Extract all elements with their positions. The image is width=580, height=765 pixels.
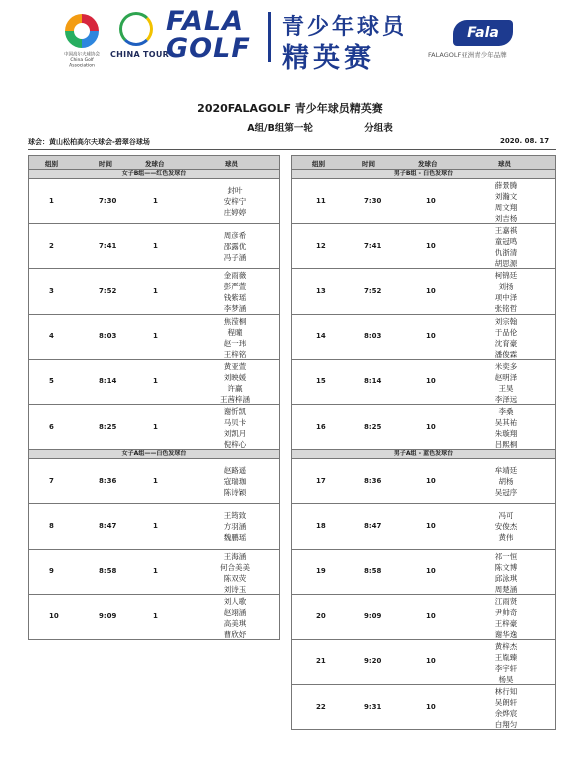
table-row (292, 269, 555, 314)
table-header-row (292, 156, 555, 170)
header-rule (28, 149, 556, 150)
player-name: 刘宗翰 (494, 316, 518, 326)
column-header-group: 组别 (312, 160, 325, 168)
player-name: 程曈 (227, 327, 243, 337)
tee-time: 9:09 (99, 612, 117, 621)
player-name: 庄婷婷 (223, 208, 247, 218)
table-row (292, 179, 555, 224)
table-row (292, 640, 555, 685)
left-pairing-table (28, 155, 280, 640)
player-list (486, 510, 526, 543)
starting-tee: 1 (153, 567, 158, 576)
player-name: 王海涵 (223, 551, 247, 561)
document-title: 2020FALAGOLF 青少年球员精英赛 (197, 102, 383, 115)
group-number: 16 (316, 422, 326, 431)
player-name: 张铭哲 (494, 304, 518, 314)
table-row (29, 595, 279, 640)
player-list (486, 641, 526, 685)
player-list (215, 361, 255, 405)
player-name: 王筠致 (223, 511, 247, 521)
player-name: 王茜梓涵 (220, 394, 250, 404)
brand-line1: FALA (166, 6, 244, 37)
player-name: 李桑 (498, 406, 514, 416)
player-list (215, 270, 255, 314)
group-number: 11 (316, 196, 326, 205)
tee-time: 9:31 (364, 702, 382, 711)
player-name: 刘扬 (498, 282, 514, 292)
china-tour-logo (110, 12, 170, 66)
player-name: 胡杨 (498, 477, 514, 487)
player-name: 仇浙清 (494, 248, 518, 258)
starting-tee: 10 (426, 332, 436, 341)
table-row (29, 315, 279, 360)
header-divider (268, 12, 271, 62)
group-number: 3 (49, 286, 54, 295)
section-heading: 男子B组 - 白色发球台 (292, 170, 555, 179)
starting-tee: 10 (426, 241, 436, 250)
player-name: 陈诗颖 (223, 488, 247, 498)
table-row (292, 595, 555, 640)
player-name: 吴其祐 (494, 417, 518, 427)
tee-time: 9:20 (364, 657, 382, 666)
starting-tee: 1 (153, 612, 158, 621)
player-name: 安俊杰 (494, 522, 518, 532)
table-row (29, 405, 279, 450)
player-name: 彭严萱 (223, 282, 247, 292)
document-subtitle (0, 120, 580, 134)
tee-time: 8:47 (364, 521, 382, 530)
starting-tee: 10 (426, 286, 436, 295)
player-name: 王昊 (498, 383, 514, 393)
cga-logo (57, 14, 107, 69)
player-name: 王梓铭 (223, 349, 247, 359)
group-number: 7 (49, 476, 54, 485)
player-name: 钱紫瑶 (223, 293, 247, 303)
group-number: 19 (316, 567, 326, 576)
player-name: 冯子涵 (223, 253, 247, 263)
round-label: A组/B组第一轮 (247, 123, 313, 134)
player-name: 何合美美 (220, 562, 250, 572)
table-row (292, 550, 555, 595)
player-name: 金雨薇 (223, 271, 247, 281)
brand-line2: GOLF (166, 33, 251, 64)
player-name: 许赢 (227, 383, 243, 393)
player-list (486, 361, 526, 405)
player-name: 李梦涵 (223, 304, 247, 314)
player-name: 刘凯月 (223, 428, 247, 438)
player-name: 王嘉祺 (494, 226, 518, 236)
china-tour-emblem-icon (119, 12, 153, 46)
player-list (215, 316, 255, 360)
player-name: 方羽涵 (223, 522, 247, 532)
player-list (486, 686, 526, 730)
player-name: 林行知 (494, 687, 518, 697)
starting-tee: 1 (153, 476, 158, 485)
player-name: 祁一恒 (494, 551, 518, 561)
player-name: 吴朗轩 (494, 698, 518, 708)
player-name: 江雨贤 (494, 596, 518, 606)
starting-tee: 10 (426, 476, 436, 485)
player-name: 安梓宁 (223, 197, 247, 207)
banner-header (0, 0, 580, 78)
player-name: 吕熙桐 (494, 439, 518, 449)
player-name: 刘吉杨 (494, 214, 518, 223)
group-number: 8 (49, 521, 54, 530)
group-number: 4 (49, 332, 54, 341)
table-row (292, 224, 555, 269)
column-header-tee: 发球台 (418, 160, 438, 168)
tee-time: 7:41 (364, 241, 382, 250)
player-name: 魏鹏瑶 (223, 533, 247, 543)
player-name: 邵露优 (223, 242, 247, 252)
starting-tee: 10 (426, 702, 436, 711)
player-name: 李泽远 (494, 394, 518, 404)
section-heading: 女子A组——白色发球台 (29, 450, 279, 459)
player-name: 曹欣妤 (223, 629, 247, 639)
column-header-time: 时间 (99, 160, 112, 168)
group-number: 13 (316, 286, 326, 295)
player-name: 谢华逸 (494, 629, 518, 639)
player-list (215, 596, 255, 640)
player-name: 于品伦 (494, 327, 518, 337)
player-list (215, 510, 255, 543)
player-list (215, 406, 255, 450)
table-row (292, 504, 555, 549)
table-row (292, 405, 555, 450)
starting-tee: 1 (153, 422, 158, 431)
starting-tee: 10 (426, 612, 436, 621)
player-list (486, 270, 526, 314)
player-name: 陈双荧 (223, 573, 247, 583)
player-name: 余烨宸 (494, 709, 518, 719)
player-name: 陈文博 (494, 562, 518, 572)
group-number: 12 (316, 241, 326, 250)
starting-tee: 1 (153, 521, 158, 530)
table-header-row (29, 156, 279, 170)
tee-time: 9:09 (364, 612, 382, 621)
player-list (486, 316, 526, 360)
tee-time: 7:30 (364, 196, 382, 205)
starting-tee: 10 (426, 567, 436, 576)
player-list (215, 465, 255, 498)
player-name: 黄伟 (498, 533, 514, 543)
player-name: 薛景腾 (494, 181, 518, 190)
player-name: 尹帅奇 (494, 607, 518, 617)
column-header-group: 组别 (45, 160, 58, 168)
table-row (292, 315, 555, 360)
group-number: 2 (49, 241, 54, 250)
player-name: 朱璇翔 (494, 428, 518, 438)
player-list (215, 230, 255, 263)
group-number: 1 (49, 196, 54, 205)
table-row (29, 179, 279, 224)
player-name: 马贝卡 (223, 417, 247, 427)
fala-small-logo: Fala (453, 20, 513, 46)
group-number: 17 (316, 476, 326, 485)
venue-label: 球会：黄山松柏高尔夫球会-碧翠谷球场 (28, 138, 150, 146)
tee-time: 8:03 (99, 332, 117, 341)
player-name: 王胤臻 (494, 652, 518, 662)
group-number: 20 (316, 612, 326, 621)
golfer-icon (65, 14, 99, 48)
player-list (486, 465, 526, 498)
column-header-players: 球员 (498, 160, 511, 168)
player-name: 柯锦廷 (494, 271, 518, 281)
player-name: 牟靖廷 (494, 466, 518, 476)
player-name: 赵一玮 (223, 338, 247, 348)
tee-time: 8:14 (99, 377, 117, 386)
group-number: 22 (316, 702, 326, 711)
tee-time: 8:25 (364, 422, 382, 431)
player-name: 黄梓杰 (494, 641, 518, 651)
player-name: 米奕多 (494, 361, 518, 371)
column-header-players: 球员 (225, 160, 238, 168)
player-name: 王梓豪 (494, 618, 518, 628)
player-name: 吴冠序 (494, 488, 518, 498)
tee-time: 7:41 (99, 241, 117, 250)
table-row (29, 269, 279, 314)
player-name: 谢忻凯 (223, 406, 247, 416)
tee-time: 8:58 (99, 567, 117, 576)
player-list (486, 180, 526, 224)
player-name: 焦滢桐 (223, 316, 247, 326)
player-name: 胡思源 (494, 259, 518, 269)
event-title-line1: 青少年球员 (282, 15, 408, 40)
player-list (215, 551, 255, 595)
tee-time: 7:52 (364, 286, 382, 295)
player-name: 周彦希 (223, 231, 247, 241)
tee-time: 8:03 (364, 332, 382, 341)
cga-logo-text: 中国高尔夫球协会 China Golf Association (63, 51, 100, 69)
column-header-tee: 发球台 (145, 160, 165, 168)
player-name: 白翔匀 (494, 720, 518, 730)
player-name: 童冠鸣 (494, 237, 518, 247)
date-label: 2020. 08. 17 (500, 137, 550, 145)
starting-tee: 1 (153, 377, 158, 386)
group-number: 5 (49, 377, 54, 386)
starting-tee: 10 (426, 422, 436, 431)
starting-tee: 1 (153, 286, 158, 295)
starting-tee: 10 (426, 521, 436, 530)
table-row (29, 360, 279, 405)
group-number: 14 (316, 332, 326, 341)
starting-tee: 1 (153, 241, 158, 250)
player-name: 周楚涵 (494, 584, 518, 594)
tee-time: 7:30 (99, 196, 117, 205)
group-number: 6 (49, 422, 54, 431)
player-name: 倪梓心 (223, 439, 247, 449)
right-pairing-table (291, 155, 556, 730)
china-tour-label: CHINA TOUR (110, 50, 170, 59)
section-heading: 女子B组——红色发球台 (29, 170, 279, 179)
player-name: 赵路遥 (223, 466, 247, 476)
tee-time: 7:52 (99, 286, 117, 295)
group-number: 9 (49, 567, 54, 576)
player-name: 邱泳琪 (494, 573, 518, 583)
table-row (292, 360, 555, 405)
starting-tee: 1 (153, 332, 158, 341)
tee-time: 8:14 (364, 377, 382, 386)
group-number: 15 (316, 377, 326, 386)
table-row (29, 224, 279, 269)
player-name: 杨昊 (498, 674, 514, 684)
player-name: 寇瑞珈 (223, 477, 247, 487)
player-name: 刘瀚文 (494, 192, 518, 201)
starting-tee: 10 (426, 657, 436, 666)
tee-time: 8:36 (99, 476, 117, 485)
player-name: 沈育豪 (494, 338, 518, 348)
player-name: 周文翔 (494, 203, 518, 212)
group-number: 21 (316, 657, 326, 666)
column-header-time: 时间 (362, 160, 375, 168)
section-heading: 男子A组 - 蓝色发球台 (292, 450, 555, 459)
fala-tagline: FALAGOLF亚洲青少年品牌 (428, 51, 507, 59)
starting-tee: 10 (426, 196, 436, 205)
player-list (486, 551, 526, 595)
player-name: 李宇轩 (494, 663, 518, 673)
player-name: 封叶 (227, 186, 243, 196)
player-name: 赵翊涵 (223, 607, 247, 617)
player-name: 刘人歌 (223, 596, 247, 606)
sheet-label: 分组表 (364, 123, 393, 134)
player-list (486, 596, 526, 640)
tee-time: 8:58 (364, 567, 382, 576)
player-name: 高美琪 (223, 618, 247, 628)
tee-time: 8:25 (99, 422, 117, 431)
group-number: 10 (49, 612, 59, 621)
player-name: 刘诗玉 (223, 584, 247, 594)
group-number: 18 (316, 521, 326, 530)
player-name: 项中泽 (494, 293, 518, 303)
table-row (29, 504, 279, 549)
player-name: 冯可 (498, 511, 514, 521)
fala-golf-logo (166, 8, 276, 68)
player-name: 黄亚萱 (223, 361, 247, 371)
player-list (215, 185, 255, 218)
tee-time: 8:36 (364, 476, 382, 485)
player-name: 潘俊霖 (494, 349, 518, 359)
table-row (292, 685, 555, 730)
starting-tee: 10 (426, 377, 436, 386)
player-list (486, 406, 526, 450)
player-name: 赵明泽 (494, 372, 518, 382)
table-row (292, 459, 555, 504)
tee-time: 8:47 (99, 521, 117, 530)
table-row (29, 459, 279, 504)
player-list (486, 225, 526, 269)
starting-tee: 1 (153, 196, 158, 205)
player-name: 刘映媛 (223, 372, 247, 382)
table-row (29, 550, 279, 595)
event-title-line2: 精英赛 (282, 43, 375, 74)
